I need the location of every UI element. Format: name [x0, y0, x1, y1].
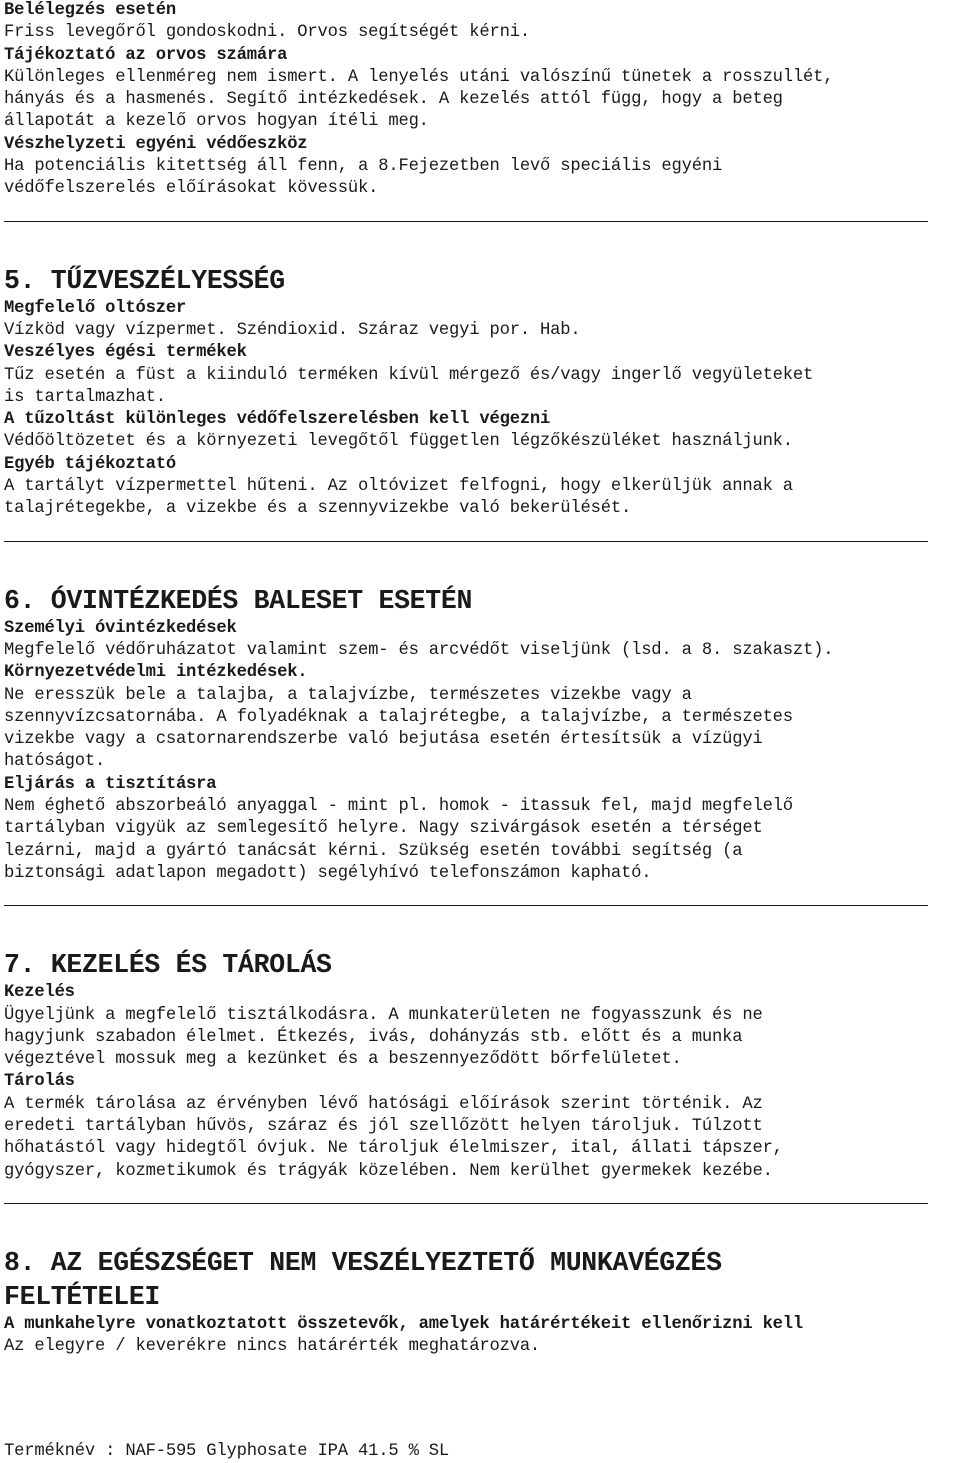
cleanup-label: Eljárás a tisztításra — [4, 774, 217, 794]
cleanup-line: lezárni, majd a gyártó tanácsát kérni. Szükség esetén további segítség (a — [4, 841, 743, 861]
handling-line: hagyjunk szabadon élelmet. Étkezés, ivás, dohányzás stb. előtt és a munka — [4, 1027, 743, 1047]
inhalation-text: Friss levegőről gondoskodni. Orvos segítségét kérni. — [4, 23, 530, 43]
environmental-measures-line: Ne eresszük bele a talajba, a talajvízbe, természetes vizekbe vagy a — [4, 685, 692, 705]
section-6-heading: 6. ÓVINTÉZKEDÉS BALESET ESETÉN — [4, 585, 473, 616]
special-equipment-text: Védőöltözetet és a környezeti levegőtől független légzőkészüléket használjunk. — [4, 432, 793, 452]
other-info-label: Egyéb tájékoztató — [4, 454, 176, 474]
doctor-info-line: Különleges ellenméreg nem ismert. A lenyelés utáni valószínű tünetek a rosszullét, — [4, 67, 834, 87]
ppe-line: védőfelszerelés előírásokat kövessük. — [4, 179, 379, 199]
cleanup-line: tartályban vigyük az semlegesítő helyre. Nagy szivárgások esetén a térséget — [4, 819, 763, 839]
doctor-info-line: állapotát a kezelő orvos hogyan ítéli meg. — [4, 112, 429, 132]
exposure-limits-label: A munkahelyre vonatkoztatott összetevők, amelyek határértékeit ellenőrizni kell — [4, 1314, 804, 1334]
special-equipment-label: A tűzoltást különleges védőfelszerelésben kell végezni — [4, 410, 551, 430]
extinguishing-agent-text: Vízköd vagy vízpermet. Széndioxid. Száraz vegyi por. Hab. — [4, 320, 581, 340]
footer-product-name: Terméknév : NAF-595 Glyphosate IPA 41.5 % SL — [4, 1442, 450, 1461]
personal-precautions-text: Megfelelő védőruházatot valamint szem- és arcvédőt viseljünk (lsd. a 8. szakaszt). — [4, 640, 834, 660]
extinguishing-agent-label: Megfelelő oltószer — [4, 298, 187, 318]
personal-precautions-label: Személyi óvintézkedések — [4, 618, 237, 638]
ppe-line: Ha potenciális kitettség áll fenn, a 8.Fejezetben levő speciális egyéni — [4, 157, 723, 177]
exposure-limits-text: Az elegyre / keverékre nincs határérték meghatározva. — [4, 1337, 541, 1357]
section-5-heading: 5. TŰZVESZÉLYESSÉG — [4, 265, 285, 296]
cleanup-line: biztonsági adatlapon megadott) segélyhívó telefonszámon kapható. — [4, 863, 652, 883]
storage-label: Tárolás — [4, 1072, 75, 1092]
section-8-heading: 8. AZ EGÉSZSÉGET NEM VESZÉLYEZTETŐ MUNKAVÉGZÉS — [4, 1247, 722, 1278]
cleanup-line: Nem éghető abszorbeáló anyaggal - mint pl. homok - itassuk fel, majd megfelelő — [4, 797, 793, 817]
section-7-heading: 7. KEZELÉS ÉS TÁROLÁS — [4, 950, 332, 981]
handling-label: Kezelés — [4, 983, 75, 1003]
combustion-hazard-line: Tűz esetén a füst a kiinduló terméken kívül mérgező és/vagy ingerlő vegyületeket — [4, 365, 814, 385]
storage-line: hőhatástól vagy hidegtől óvjuk. Ne tároljuk élelmiszer, ital, állati tápszer, — [4, 1139, 783, 1159]
storage-line: A termék tárolása az érvényben lévő hatósági előírások szerint történik. Az — [4, 1094, 763, 1114]
doctor-info-line: hányás és a hasmenés. Segítő intézkedések. A kezelés attól függ, hogy a beteg — [4, 90, 783, 110]
environmental-measures-line: szennyvízcsatornába. A folyadéknak a talajrétegbe, a talajvízbe, a természetes — [4, 707, 793, 727]
other-info-line: talajrétegekbe, a vizekbe és a szennyvizekbe való bekerülését. — [4, 499, 632, 519]
environmental-measures-label: Környezetvédelmi intézkedések. — [4, 663, 308, 683]
storage-line: eredeti tartályban hűvös, száraz és jól szellőzött helyen tároljuk. Túlzott — [4, 1116, 763, 1136]
other-info-line: A tartályt vízpermettel hűteni. Az oltóvizet felfogni, hogy elkerüljük annak a — [4, 477, 793, 497]
handling-line: Ügyeljünk a megfelelő tisztálkodásra. A munkaterületen ne fogyasszunk és ne — [4, 1005, 763, 1025]
environmental-measures-line: hatóságot. — [4, 752, 106, 772]
storage-line: gyógyszer, kozmetikumok és trágyák közelében. Nem kerülhet gyermekek kezébe. — [4, 1161, 773, 1181]
document-page — [4, 0, 956, 1358]
inhalation-label: Belélegzés esetén — [4, 1, 176, 20]
section-8-heading-cont: FELTÉTELEI — [4, 1281, 161, 1312]
environmental-measures-line: vizekbe vagy a csatornarendszerbe való bejutása esetén értesítsük a vízügyi — [4, 730, 763, 750]
handling-line: végeztével mossuk meg a kezünket és a beszennyeződött bőrfelületet. — [4, 1050, 682, 1070]
doctor-info-label: Tájékoztató az orvos számára — [4, 45, 288, 65]
combustion-hazard-label: Veszélyes égési termékek — [4, 343, 247, 363]
combustion-hazard-line: is tartalmazhat. — [4, 387, 166, 407]
ppe-label: Vészhelyzeti egyéni védőeszköz — [4, 134, 308, 154]
